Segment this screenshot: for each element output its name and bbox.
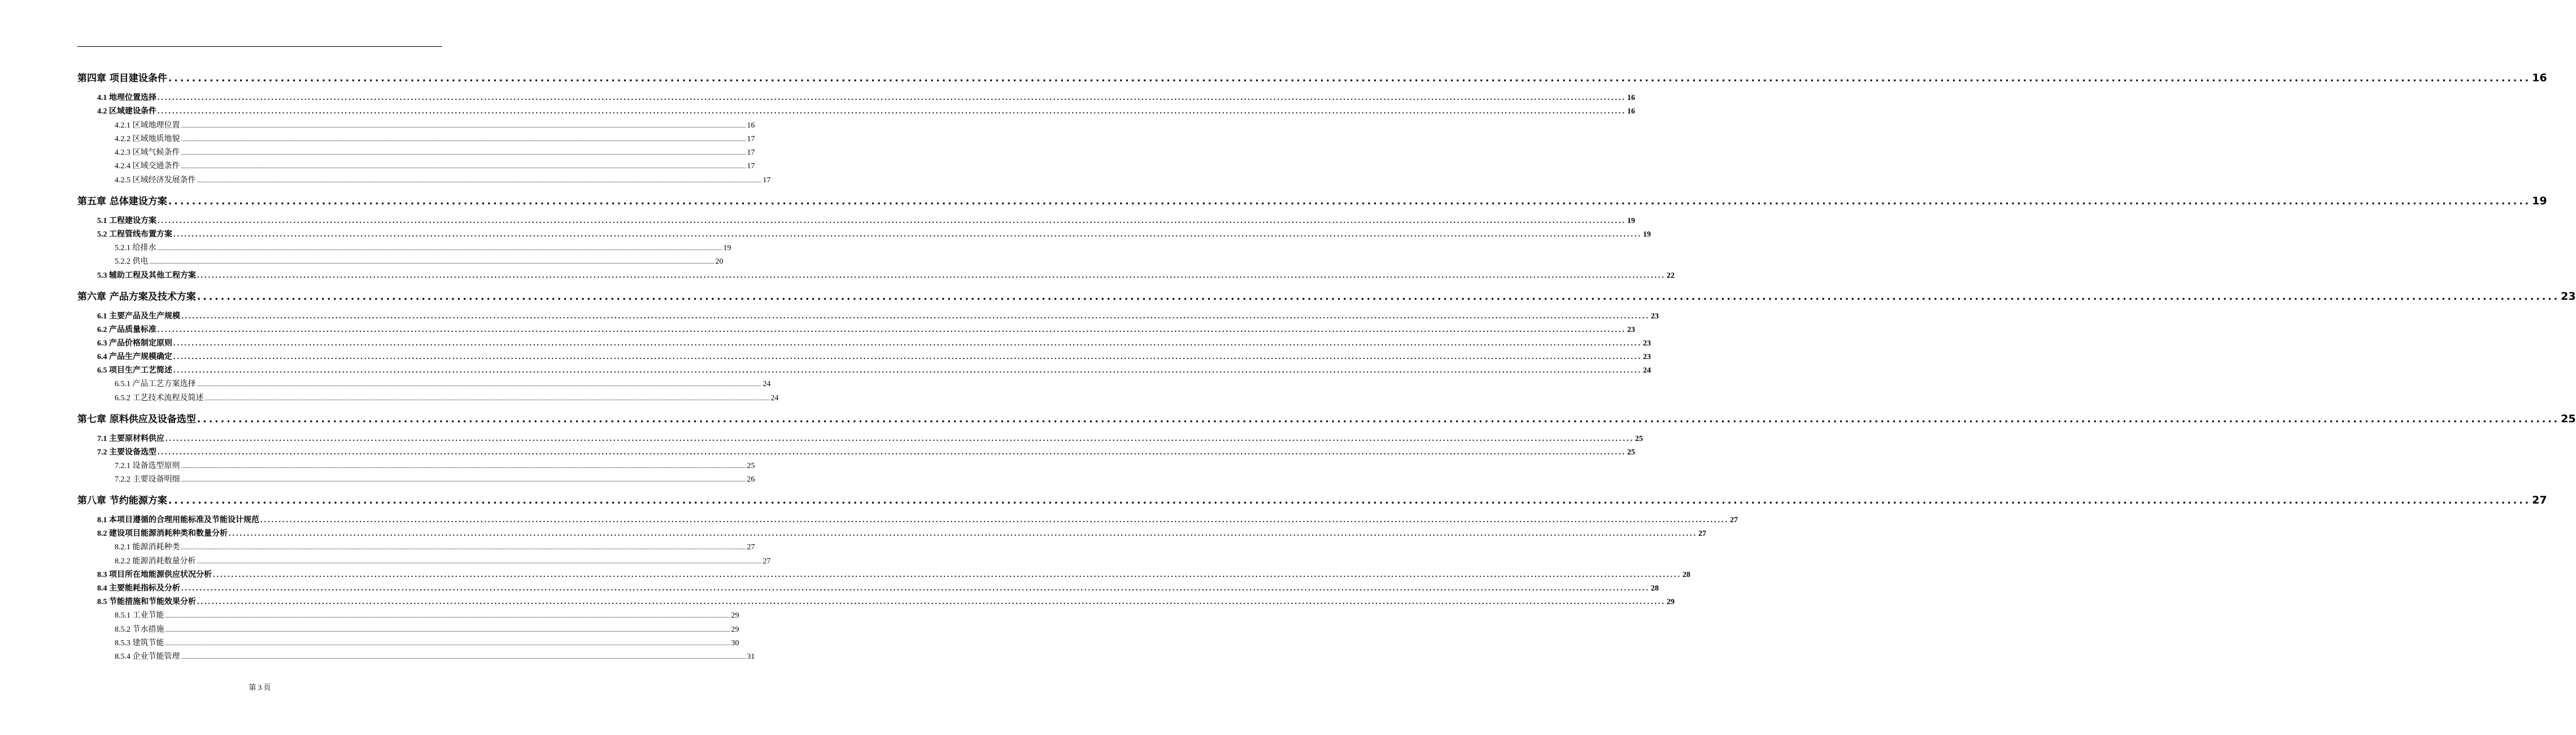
toc-entry-page-number: 17 — [747, 162, 755, 170]
dot-leader: ................................................................................................................................................................................................................................................................................................................................................................................................................ — [173, 366, 1642, 375]
toc-entry-page-number: 23 — [2561, 290, 2576, 303]
toc-entry-label: 4.2.1 区域地理位置 — [115, 121, 180, 130]
toc-entry[interactable] — [97, 105, 1635, 116]
dot-leader: ................................................................................................................................................................................................................................................................................................................................................................................................................ — [158, 448, 1626, 457]
toc-entry-label: 8.5.2 节水措施 — [115, 625, 164, 634]
dot-leader: ................................................................................................................................................................................................................................................................................................................................................................................................................ — [149, 259, 714, 265]
page-number: 第 3 页 — [249, 683, 271, 692]
toc-entry-page-number: 25 — [747, 462, 755, 470]
toc-entry-label: 6.5 项目生产工艺简述 — [97, 366, 172, 375]
toc-entry[interactable] — [115, 555, 771, 566]
toc-entry[interactable] — [115, 242, 731, 253]
toc-entry[interactable] — [97, 310, 1659, 321]
toc-entry-label: 第八章 节约能源方案 — [77, 495, 167, 506]
toc-entry[interactable] — [115, 255, 723, 266]
toc-entry-label: 8.4 主要能耗指标及分析 — [97, 584, 180, 593]
toc-entry-label: 8.1 本项目遵循的合理用能标准及节能设计规范 — [97, 516, 259, 524]
toc-entry[interactable] — [115, 119, 755, 130]
toc-entry[interactable] — [115, 392, 779, 403]
toc-entry-page-number: 19 — [1643, 230, 1651, 239]
toc-entry-label: 5.2.2 供电 — [115, 257, 149, 266]
toc-entry[interactable] — [97, 215, 1635, 226]
dot-leader: ................................................................................................................................................................................................................................................................................................................................................................................................................ — [181, 463, 746, 470]
toc-entry-page-number: 23 — [1643, 339, 1651, 348]
toc-entry[interactable] — [115, 473, 755, 484]
toc-entry-page-number: 17 — [747, 135, 755, 143]
dot-leader: ................................................................................................................................................................................................................................................................................................................................................................................................................ — [197, 178, 762, 184]
header-rule — [77, 46, 442, 47]
dot-leader: ................................................................................................................................................................................................................................................................................................................................................................................................................ — [168, 495, 2531, 506]
toc-entry-label: 4.2.3 区域气候条件 — [115, 148, 180, 157]
dot-leader: ................................................................................................................................................................................................................................................................................................................................................................................................................ — [181, 545, 746, 551]
toc-entry-page-number: 24 — [1643, 366, 1651, 375]
toc-entry-label: 6.2 产品质量标准 — [97, 326, 156, 334]
toc-entry-page-number: 28 — [1651, 584, 1659, 593]
toc-entry[interactable] — [77, 411, 2576, 425]
toc-entry-label: 7.1 主要原材料供应 — [97, 435, 164, 443]
dot-leader: ................................................................................................................................................................................................................................................................................................................................................................................................................ — [158, 107, 1626, 116]
toc-entry-page-number: 17 — [762, 176, 771, 185]
toc-entry[interactable] — [115, 541, 755, 552]
toc-entry-label: 8.2 建设项目能源消耗种类和数量分析 — [97, 530, 228, 538]
toc-entry-page-number: 24 — [762, 380, 771, 388]
dot-leader: ................................................................................................................................................................................................................................................................................................................................................................................................................ — [229, 530, 1697, 538]
toc-entry-label: 7.2.2 主要设备明细 — [115, 475, 180, 484]
toc-entry[interactable] — [115, 460, 755, 471]
dot-leader: ................................................................................................................................................................................................................................................................................................................................................................................................................ — [197, 414, 2560, 425]
toc-entry-page-number: 19 — [1627, 217, 1635, 225]
toc-entry[interactable] — [77, 288, 2576, 303]
toc-entry-label: 8.5 节能措施和节能效果分析 — [97, 598, 196, 606]
toc-entry-label: 8.2.2 能源消耗数量分析 — [115, 557, 196, 566]
toc-entry[interactable] — [97, 596, 1675, 607]
toc-entry[interactable] — [77, 193, 2547, 207]
toc-entry-page-number: 16 — [1627, 94, 1635, 102]
toc-entry-label: 5.2 工程管线布置方案 — [97, 230, 172, 239]
dot-leader: ................................................................................................................................................................................................................................................................................................................................................................................................................ — [197, 272, 1666, 280]
toc-entry[interactable] — [115, 133, 755, 144]
dot-leader: ................................................................................................................................................................................................................................................................................................................................................................................................................ — [197, 598, 1666, 606]
dot-leader: ................................................................................................................................................................................................................................................................................................................................................................................................................ — [168, 73, 2531, 84]
dot-leader: ................................................................................................................................................................................................................................................................................................................................................................................................................ — [173, 353, 1642, 361]
toc-entry-label: 4.2.2 区域地质地貌 — [115, 135, 180, 143]
toc-entry-label: 8.2.1 能源消耗种类 — [115, 543, 180, 552]
dot-leader: ................................................................................................................................................................................................................................................................................................................................................................................................................ — [197, 559, 762, 565]
toc-entry-page-number: 31 — [747, 653, 755, 661]
toc-entry-page-number: 23 — [1651, 312, 1659, 321]
toc-entry-label: 6.1 主要产品及生产规模 — [97, 312, 180, 321]
toc-entry[interactable] — [97, 568, 1690, 580]
dot-leader: ................................................................................................................................................................................................................................................................................................................................................................................................................ — [181, 164, 746, 170]
toc-entry-label: 4.2 区域建设条件 — [97, 107, 156, 116]
dot-leader: ................................................................................................................................................................................................................................................................................................................................................................................................................ — [165, 435, 1634, 443]
toc-entry-label: 第六章 产品方案及技术方案 — [77, 291, 196, 303]
toc-entry-page-number: 30 — [731, 639, 739, 648]
toc-entry-label: 8.5.1 工业节能 — [115, 611, 164, 620]
dot-leader: ................................................................................................................................................................................................................................................................................................................................................................................................................ — [181, 123, 746, 129]
toc-entry[interactable] — [115, 174, 771, 185]
toc-entry-page-number: 27 — [762, 557, 771, 566]
toc-entry-label: 4.2.5 区域经济发展条件 — [115, 176, 196, 185]
dot-leader: ................................................................................................................................................................................................................................................................................................................................................................................................................ — [181, 584, 1650, 593]
toc-entry-label: 5.2.1 给排水 — [115, 244, 156, 252]
toc-entry-page-number: 19 — [723, 244, 731, 252]
dot-leader: ................................................................................................................................................................................................................................................................................................................................................................................................................ — [158, 94, 1626, 102]
toc-entry-label: 第七章 原料供应及设备选型 — [77, 414, 196, 425]
dot-leader: ................................................................................................................................................................................................................................................................................................................................................................................................................ — [165, 613, 730, 619]
toc-entry-label: 7.2.1 设备选型原则 — [115, 462, 180, 470]
toc-entry-label: 4.2.4 区域交通条件 — [115, 162, 180, 170]
dot-leader: ................................................................................................................................................................................................................................................................................................................................................................................................................ — [157, 246, 722, 252]
toc-entry[interactable] — [115, 623, 739, 635]
dot-leader: ................................................................................................................................................................................................................................................................................................................................................................................................................ — [204, 396, 770, 402]
toc-entry[interactable] — [97, 446, 1635, 457]
toc-entry-label: 5.1 工程建设方案 — [97, 217, 156, 225]
dot-leader: ................................................................................................................................................................................................................................................................................................................................................................................................................ — [260, 516, 1729, 524]
dot-leader: ................................................................................................................................................................................................................................................................................................................................................................................................................ — [165, 641, 730, 647]
toc-entry-page-number: 27 — [1730, 516, 1738, 524]
toc-entry-label: 7.2 主要设备选型 — [97, 448, 156, 457]
toc-entry[interactable] — [77, 70, 2547, 84]
dot-leader: ................................................................................................................................................................................................................................................................................................................................................................................................................ — [173, 230, 1642, 239]
toc-entry[interactable] — [97, 91, 1635, 103]
toc-entry[interactable] — [97, 337, 1651, 348]
toc-entry-page-number: 16 — [747, 121, 755, 130]
toc-entry[interactable] — [115, 637, 739, 648]
toc-entry[interactable] — [97, 351, 1651, 362]
toc-entry[interactable] — [115, 160, 755, 171]
dot-leader: ................................................................................................................................................................................................................................................................................................................................................................................................................ — [181, 150, 746, 156]
toc-entry-page-number: 27 — [1698, 530, 1706, 538]
toc-entry-page-number: 23 — [1643, 353, 1651, 361]
toc-entry-page-number: 25 — [1627, 448, 1635, 457]
toc-entry-label: 4.1 地理位置选择 — [97, 94, 156, 102]
toc-entry-page-number: 24 — [770, 394, 779, 403]
toc-entry[interactable] — [77, 492, 2547, 506]
toc-entry[interactable] — [115, 146, 755, 158]
toc-entry-page-number: 29 — [731, 625, 739, 634]
toc-entry[interactable] — [97, 527, 1706, 539]
toc-entry-page-number: 27 — [2532, 494, 2547, 506]
dot-leader: ................................................................................................................................................................................................................................................................................................................................................................................................................ — [181, 654, 746, 660]
dot-leader: ................................................................................................................................................................................................................................................................................................................................................................................................................ — [165, 627, 730, 633]
toc-entry-page-number: 29 — [731, 611, 739, 620]
toc-entry-page-number: 25 — [2561, 413, 2576, 425]
dot-leader: ................................................................................................................................................................................................................................................................................................................................................................................................................ — [197, 291, 2560, 303]
dot-leader: ................................................................................................................................................................................................................................................................................................................................................................................................................ — [168, 196, 2531, 207]
toc-entry-label: 8.5.4 企业节能管理 — [115, 653, 180, 661]
dot-leader: ................................................................................................................................................................................................................................................................................................................................................................................................................ — [181, 312, 1650, 321]
toc-entry[interactable] — [97, 432, 1643, 444]
toc-entry-label: 6.4 产品生产规模确定 — [97, 353, 172, 361]
dot-leader: ................................................................................................................................................................................................................................................................................................................................................................................................................ — [158, 217, 1626, 225]
toc-entry-page-number: 29 — [1667, 598, 1675, 606]
toc-entry[interactable] — [97, 269, 1675, 281]
toc-entry-label: 6.3 产品价格制定原则 — [97, 339, 172, 348]
toc-entry-label: 8.5.3 建筑节能 — [115, 639, 164, 648]
toc-entry-page-number: 28 — [1683, 571, 1690, 579]
toc-entry-label: 5.3 辅助工程及其他工程方案 — [97, 272, 196, 280]
toc-entry[interactable] — [97, 364, 1651, 375]
toc-entry-label: 6.5.2 工艺技术流程及简述 — [115, 394, 204, 403]
toc-entry-page-number: 22 — [1667, 272, 1675, 280]
dot-leader: ................................................................................................................................................................................................................................................................................................................................................................................................................ — [173, 339, 1642, 348]
toc-entry-label: 8.3 项目所在地能源供应状况分析 — [97, 571, 212, 579]
toc-entry-page-number: 16 — [1627, 107, 1635, 116]
toc-entry-page-number: 23 — [1627, 326, 1635, 334]
dot-leader: ................................................................................................................................................................................................................................................................................................................................................................................................................ — [213, 571, 1681, 579]
toc-entry-page-number: 27 — [747, 543, 755, 552]
toc-entry-page-number: 16 — [2532, 72, 2547, 84]
toc-entry-page-number: 19 — [2532, 195, 2547, 207]
toc-entry[interactable] — [115, 609, 739, 620]
toc-entry-page-number: 20 — [715, 257, 723, 266]
toc-entry[interactable] — [97, 323, 1635, 335]
toc-entry[interactable] — [97, 582, 1659, 593]
toc-entry-label: 第五章 总体建设方案 — [77, 196, 167, 207]
toc-entry[interactable] — [97, 228, 1651, 239]
dot-leader: ................................................................................................................................................................................................................................................................................................................................................................................................................ — [158, 326, 1626, 334]
dot-leader: ................................................................................................................................................................................................................................................................................................................................................................................................................ — [181, 137, 746, 143]
toc-entry-page-number: 17 — [747, 148, 755, 157]
dot-leader: ................................................................................................................................................................................................................................................................................................................................................................................................................ — [197, 382, 762, 388]
dot-leader: ................................................................................................................................................................................................................................................................................................................................................................................................................ — [181, 477, 746, 483]
toc-entry-page-number: 26 — [747, 475, 755, 484]
toc-entry[interactable] — [97, 514, 1738, 525]
toc-entry-label: 第四章 项目建设条件 — [77, 73, 167, 84]
toc-entry[interactable] — [115, 378, 771, 389]
toc-entry-page-number: 25 — [1635, 435, 1643, 443]
toc-entry[interactable] — [115, 650, 755, 662]
toc-entry-label: 6.5.1 产品工艺方案选择 — [115, 380, 196, 388]
